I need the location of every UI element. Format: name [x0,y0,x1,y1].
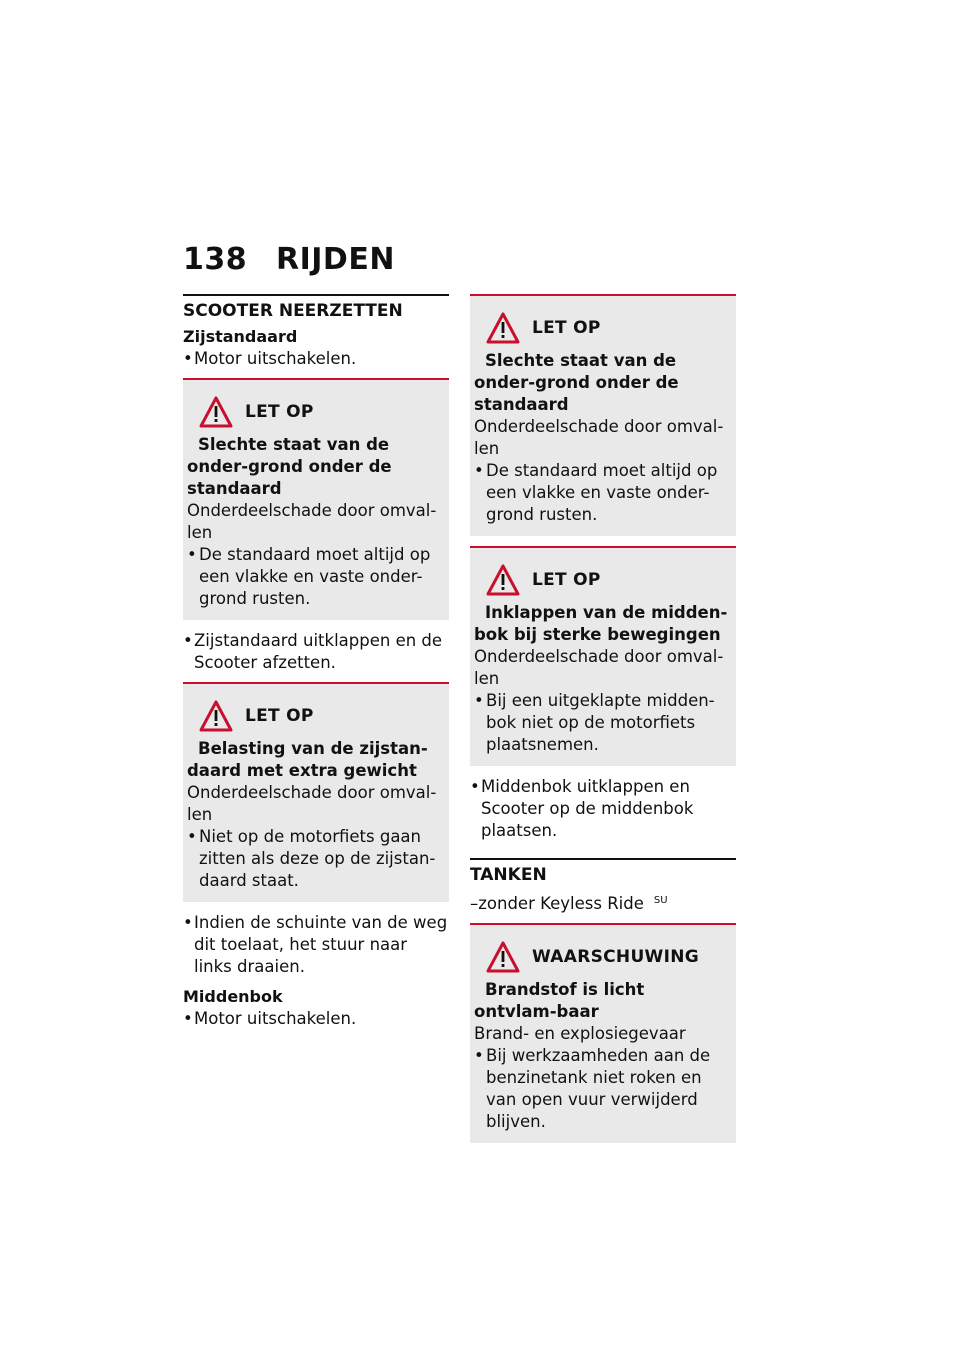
notice-bullet: • Bij een uitgeklapte midden-bok niet op de motorfiets plaatsnemen. [474,691,715,754]
step-item: • Indien de schuinte van de weg dit toelaat, het stuur naar links draaien. [183,913,448,976]
bullet-icon: • [470,777,480,796]
notice-header [187,696,445,736]
notice-title: Slechte staat van de onder-grond onder de standaard [187,435,392,498]
bullet-icon: • [474,691,484,710]
notice-box [183,378,449,620]
bullet-icon: • [474,1046,484,1065]
notice-box [183,682,449,902]
notice-title: Inklappen van de midden-bok bij sterke bewegingen [474,603,728,644]
notice-text: Onderdeelschade door omval-len [187,501,437,542]
notice-text: Onderdeelschade door omval-len [474,647,724,688]
notice-header [474,937,732,977]
notice-bullet: • De standaard moet altijd op een vlakke en vaste onder-grond rusten. [474,461,718,524]
left-column [183,294,449,1030]
notice-text: Brand- en explosiegevaar [474,1024,686,1043]
warning-triangle-icon [486,564,520,596]
notice-bullet: • Niet op de motorfiets gaan zitten als deze op de zijstan-daard staat. [187,827,436,890]
warning-triangle-icon [199,700,233,732]
notice-label: LET OP [532,318,601,338]
warning-triangle-icon [199,396,233,428]
notice-box [470,546,736,766]
notice-label: WAARSCHUWING [532,947,700,967]
section-title-tanken: TANKEN [470,858,736,886]
notice-label: LET OP [245,402,314,422]
step-item: • Motor uitschakelen. [183,349,357,368]
section-title-scooter-neerzetten: SCOOTER NEERZETTEN [183,294,449,322]
notice-header [474,560,732,600]
warning-triangle-icon [486,312,520,344]
notice-title: Brandstof is licht ontvlam-baar [474,980,645,1021]
notice-text: Onderdeelschade door omval-len [187,783,437,824]
variant-code: SU [653,895,668,906]
notice-header [187,392,445,432]
notice-box [470,294,736,536]
notice-header [474,308,732,348]
notice-bullet: • Bij werkzaamheden aan de benzinetank niet roken en van open vuur verwijderd blijven. [474,1046,711,1131]
bullet-icon: • [183,631,193,650]
bullet-icon: • [187,545,197,564]
chapter-title: RIJDEN [276,242,395,277]
notice-bullet: • De standaard moet altijd op een vlakke en vaste onder-grond rusten. [187,545,431,608]
notice-title: Belasting van de zijstan-daard met extra gewicht [187,739,428,780]
subhead-zijstandaard: Zijstandaard [183,327,298,346]
notice-label: LET OP [532,570,601,590]
bullet-icon: • [183,913,193,932]
notice-label: LET OP [245,706,314,726]
bullet-icon: • [183,1009,193,1028]
bullet-icon: • [187,827,197,846]
page-header [183,242,395,277]
warning-triangle-icon [486,941,520,973]
subhead-middenbok: Middenbok [183,987,283,1006]
bullet-icon: • [474,461,484,480]
step-item: • Middenbok uitklappen en Scooter op de middenbok plaatsen. [470,777,694,840]
step-item: • Zijstandaard uitklappen en de Scooter afzetten. [183,631,443,672]
bullet-icon: • [183,349,193,368]
notice-box [470,923,736,1143]
notice-title: Slechte staat van de onder-grond onder de standaard [474,351,679,414]
right-column [470,294,736,1153]
notice-text: Onderdeelschade door omval-len [474,417,724,458]
step-item: • Motor uitschakelen. [183,1009,357,1028]
page-number: 138 [183,242,248,277]
variant-line: –zonder Keyless Ride $^{SU}$ [470,894,668,913]
